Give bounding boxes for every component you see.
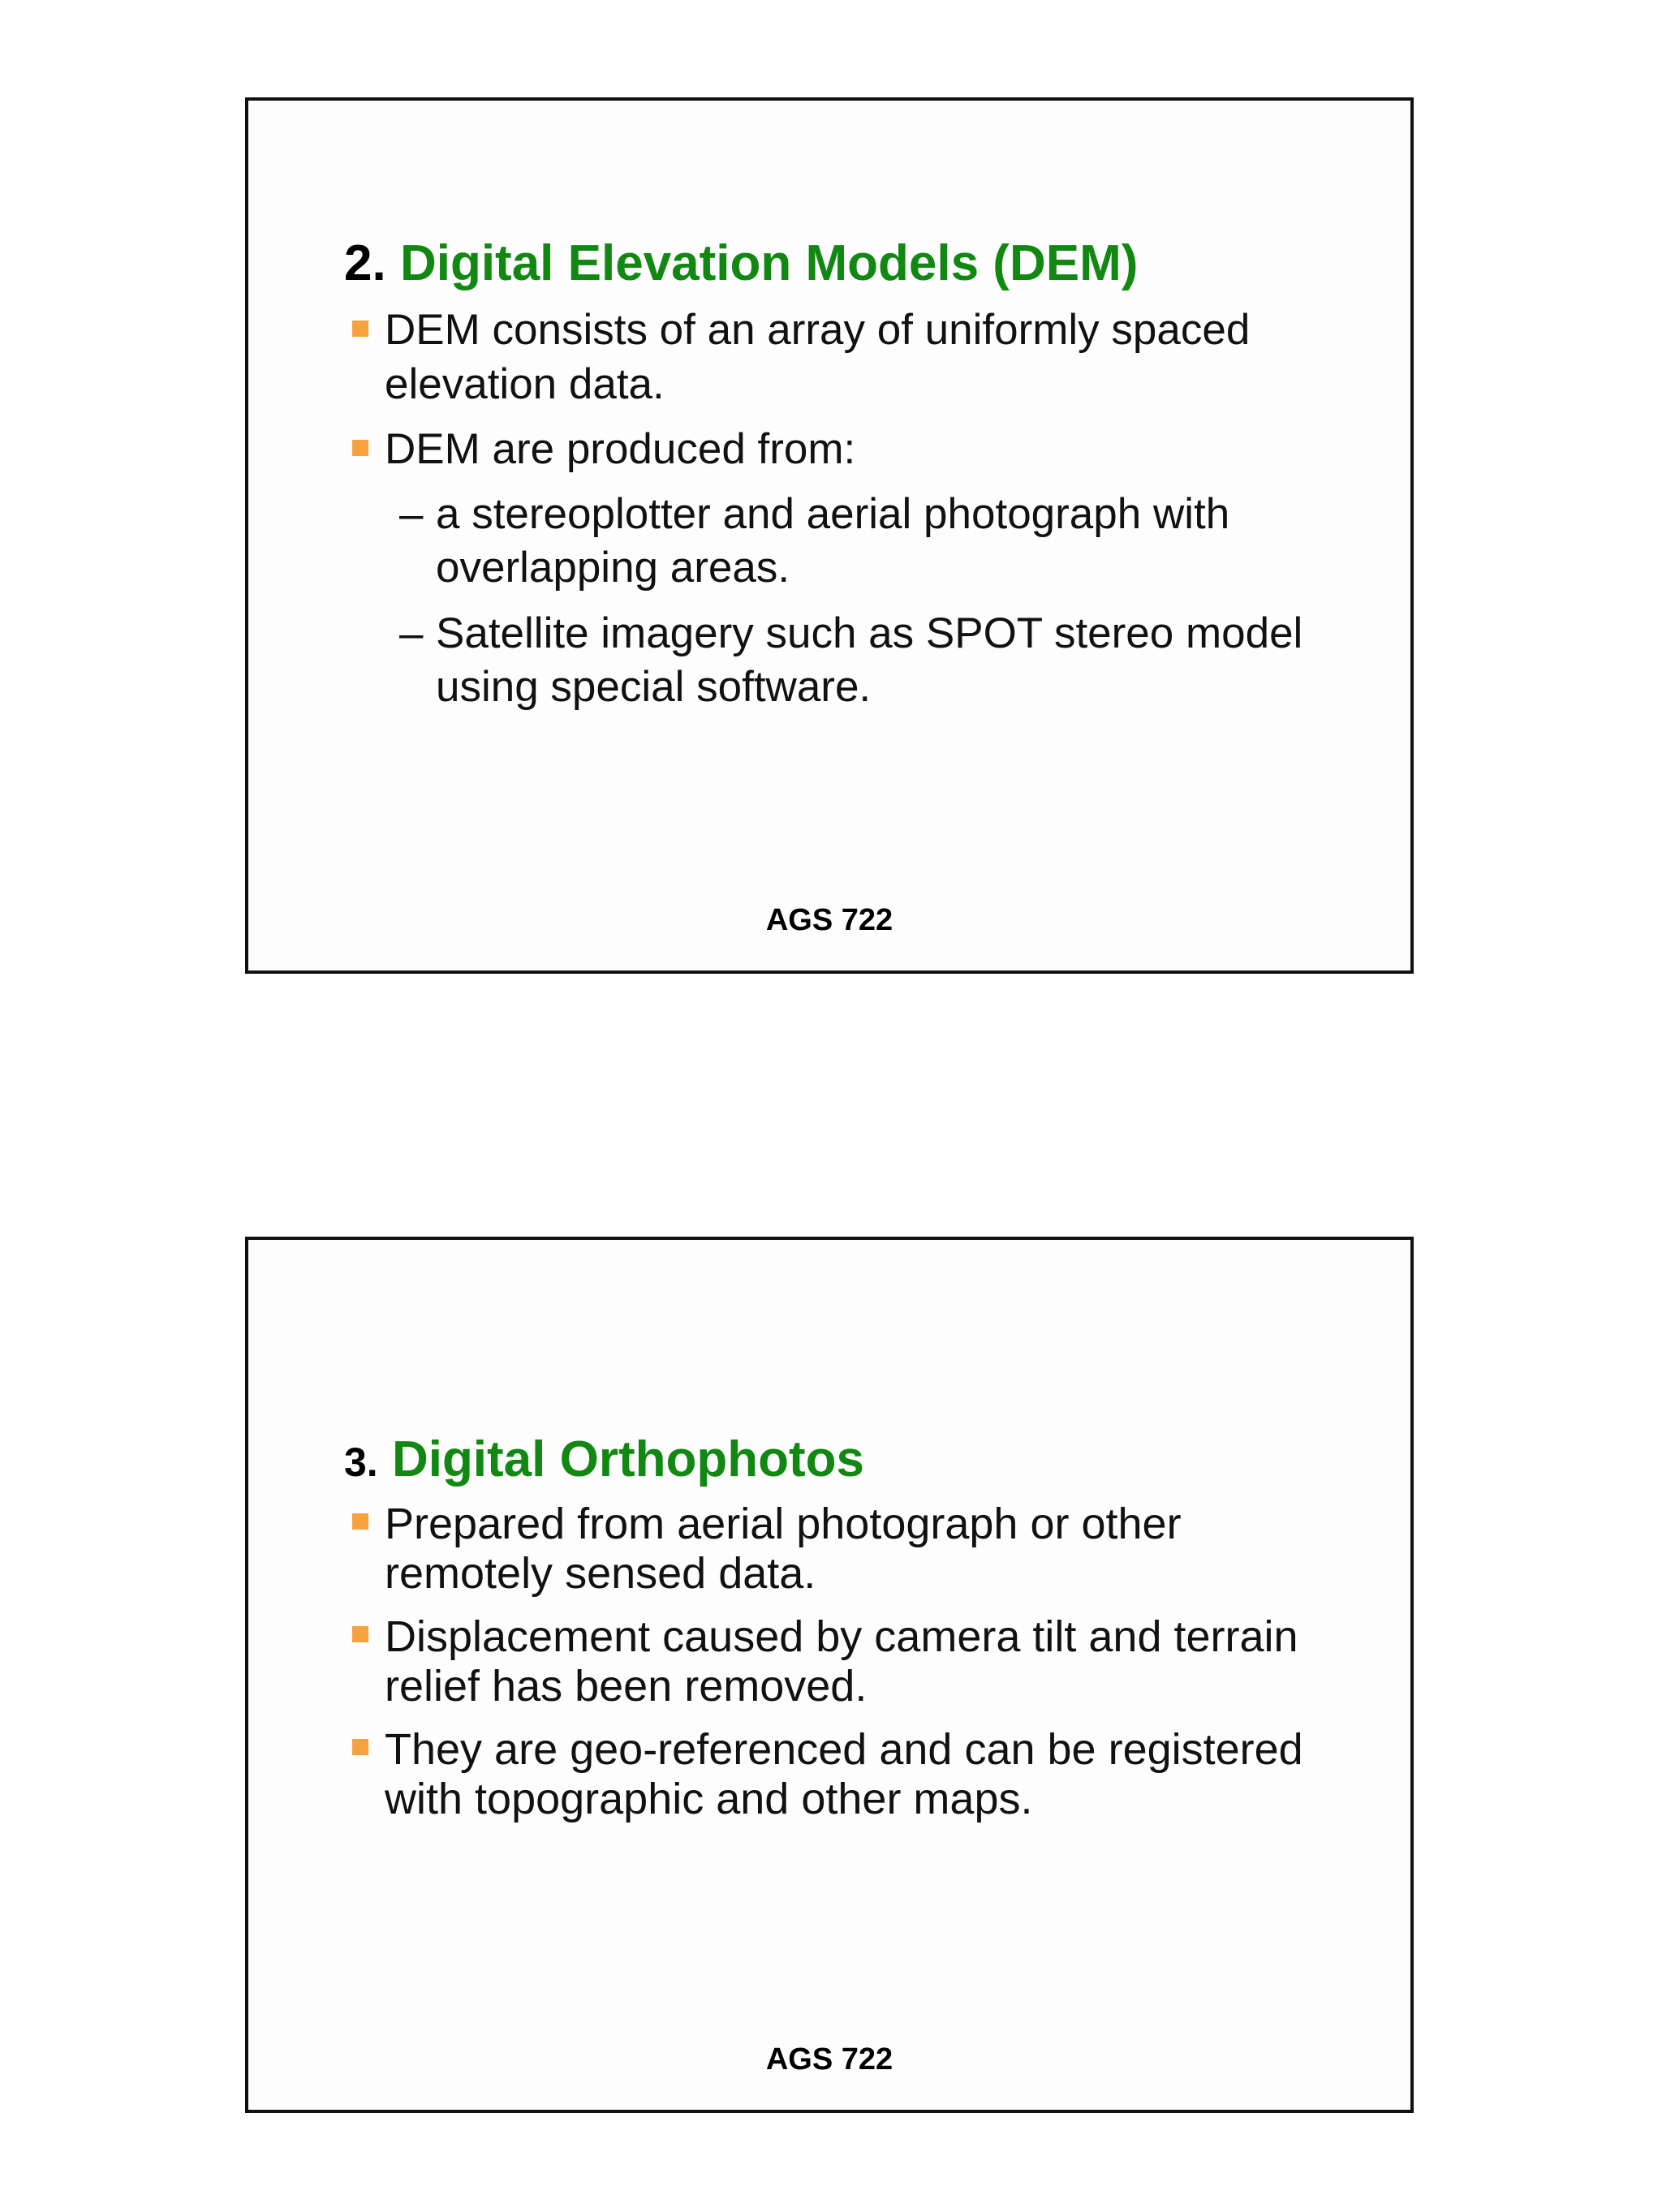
slide-title: [344, 1431, 1354, 1488]
slide-body: [344, 1431, 1354, 1838]
sub-bullet-text: a stereoplotter and aerial photograph with overlapping areas.: [436, 490, 1230, 592]
bullet-item: [344, 303, 1354, 411]
slide-title: [344, 235, 1354, 292]
bullet-item: [344, 1500, 1354, 1598]
dash-bullet-icon: –: [399, 490, 424, 539]
sub-bullet-text: Satellite imagery such as SPOT stereo model using special software.: [436, 609, 1303, 711]
bullet-text: DEM consists of an array of uniformly spaced elevation data.: [385, 306, 1251, 408]
title-number: 2.: [344, 235, 386, 291]
square-bullet-icon: [352, 1626, 368, 1642]
sub-bullet-item: [344, 488, 1354, 596]
square-bullet-icon: [352, 1513, 368, 1530]
sub-bullet-item: [344, 607, 1354, 715]
bullet-item: [344, 1725, 1354, 1823]
bullet-item: [344, 423, 1354, 476]
slide-orthophotos: [245, 1237, 1414, 2113]
bullet-text: They are geo-referenced and can be registered with topographic and other maps.: [385, 1725, 1303, 1823]
title-number: 3.: [344, 1440, 378, 1485]
bullet-item: [344, 1612, 1354, 1711]
slide-footer: AGS 722: [765, 903, 893, 937]
bullet-text: DEM are produced from:: [385, 424, 856, 473]
slide-body: [344, 235, 1354, 725]
slide-dem: [245, 97, 1414, 974]
dash-bullet-icon: –: [399, 609, 424, 657]
bullet-text: Prepared from aerial photograph or other remotely sensed data.: [385, 1500, 1182, 1598]
slide-footer: AGS 722: [765, 2042, 893, 2076]
title-text: Digital Elevation Models (DEM): [399, 235, 1139, 291]
title-text: Digital Orthophotos: [391, 1431, 864, 1487]
square-bullet-icon: [352, 1739, 368, 1755]
square-bullet-icon: [352, 321, 368, 337]
square-bullet-icon: [352, 440, 368, 456]
bullet-text: Displacement caused by camera tilt and terrain relief has been removed.: [385, 1612, 1298, 1711]
